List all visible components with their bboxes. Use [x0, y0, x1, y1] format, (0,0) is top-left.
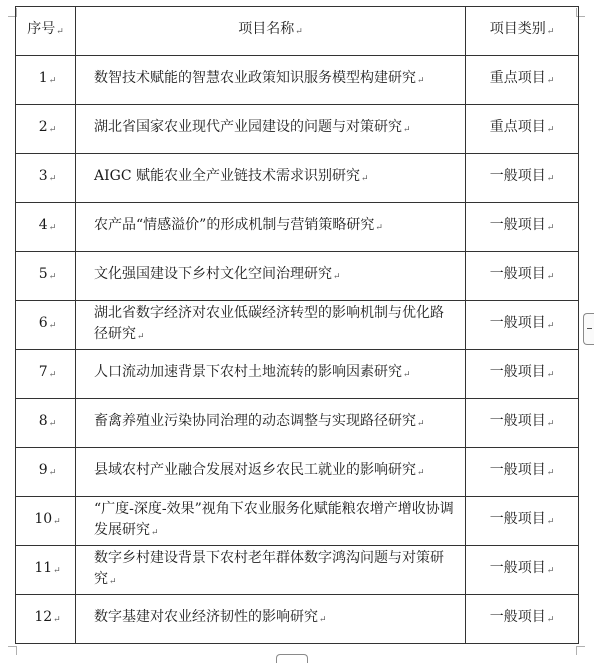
project-name: AIGC 赋能农业全产业链技术需求识别研究	[94, 168, 360, 184]
project-name-cell	[76, 56, 466, 105]
project-name-cell	[76, 350, 466, 399]
row-index-cell	[16, 252, 76, 301]
paragraph-mark: ↵	[546, 615, 555, 625]
project-name-cell	[76, 399, 466, 448]
project-category-cell	[466, 497, 579, 546]
table-row	[16, 350, 579, 399]
project-name: 人口流动加速背景下农村土地流转的影响因素研究	[94, 364, 402, 380]
project-name-cell	[76, 203, 466, 252]
row-index-cell	[16, 203, 76, 252]
project-category-cell	[466, 595, 579, 644]
project-name: 文化强国建设下乡村文化空间治理研究	[94, 266, 332, 282]
table-row	[16, 252, 579, 301]
header-category	[466, 7, 579, 56]
table-row	[16, 105, 579, 154]
project-category-cell	[466, 448, 579, 497]
project-category-cell	[466, 301, 579, 350]
paragraph-mark: ↵	[53, 566, 61, 576]
project-name: 湖北省数字经济对农业低碳经济转型的影响机制与优化路径研究	[94, 304, 444, 342]
paragraph-mark: ↵	[417, 468, 425, 478]
page-corner-mark	[8, 646, 17, 655]
paragraph-mark: ↵	[48, 321, 57, 331]
header-index	[16, 7, 76, 56]
table-row	[16, 301, 579, 350]
table-header-row	[16, 7, 579, 56]
paragraph-mark: ↵	[333, 272, 341, 282]
table-row	[16, 203, 579, 252]
paragraph-mark: ↵	[546, 223, 555, 233]
paragraph-mark: ↵	[48, 419, 57, 429]
project-category: 一般项目	[489, 266, 546, 282]
table-row	[16, 56, 579, 105]
project-name-cell	[76, 105, 466, 154]
paragraph-mark: ↵	[137, 331, 145, 342]
paragraph-mark: ↵	[48, 468, 57, 478]
paragraph-mark: ↵	[53, 615, 61, 625]
row-index: 4	[38, 217, 48, 233]
project-category-cell	[466, 252, 579, 301]
project-name: “广度-深度-效果”视角下农业服务化赋能粮农增产增收协调发展研究	[94, 500, 454, 538]
project-category: 一般项目	[489, 511, 546, 527]
paragraph-mark: ↵	[546, 517, 555, 527]
project-name: 畜禽养殖业污染协同治理的动态调整与实现路径研究	[94, 413, 416, 429]
project-category-cell	[466, 399, 579, 448]
table-row	[16, 595, 579, 644]
paragraph-mark: ↵	[403, 125, 411, 135]
paragraph-mark: ↵	[546, 419, 555, 429]
row-index: 11	[34, 560, 53, 576]
project-table	[15, 6, 579, 644]
paragraph-mark: ↵	[109, 576, 117, 587]
project-category-cell	[466, 203, 579, 252]
paragraph-mark: ↵	[546, 125, 555, 135]
project-name: 农产品“情感溢价”的形成机制与营销策略研究	[94, 217, 375, 233]
page-corner-mark	[576, 646, 585, 655]
project-name-cell	[76, 595, 466, 644]
project-category: 一般项目	[489, 413, 546, 429]
row-index-cell	[16, 546, 76, 595]
header-name	[76, 7, 466, 56]
row-index: 8	[38, 413, 48, 429]
paragraph-mark: ↵	[48, 370, 57, 380]
row-index: 9	[38, 462, 48, 478]
project-name: 数智技术赋能的智慧农业政策知识服务模型构建研究	[94, 70, 416, 86]
project-category: 一般项目	[489, 462, 546, 478]
paragraph-mark: ↵	[56, 27, 64, 37]
paragraph-mark: ↵	[48, 174, 57, 184]
paragraph-mark: ↵	[546, 272, 555, 282]
paragraph-mark: ↵	[417, 76, 425, 86]
paragraph-mark: ↵	[53, 517, 61, 527]
table-resize-handle[interactable]	[583, 313, 594, 345]
paragraph-mark: ↵	[546, 321, 555, 331]
header-category-label: 项目类别	[489, 21, 546, 37]
row-index: 10	[34, 511, 53, 527]
paragraph-mark: ↵	[375, 223, 383, 233]
project-category: 重点项目	[489, 70, 546, 86]
row-index: 6	[38, 315, 48, 331]
paragraph-mark: ↵	[546, 468, 555, 478]
row-index: 3	[38, 168, 48, 184]
project-name: 县域农村产业融合发展对返乡农民工就业的影响研究	[94, 462, 416, 478]
paragraph-mark: ↵	[361, 174, 369, 184]
paragraph-mark: ↵	[403, 370, 411, 380]
row-index-cell	[16, 105, 76, 154]
project-category-cell	[466, 350, 579, 399]
project-name-cell	[76, 252, 466, 301]
row-index-cell	[16, 154, 76, 203]
project-category-cell	[466, 546, 579, 595]
project-category-cell	[466, 105, 579, 154]
paragraph-mark: ↵	[546, 566, 555, 576]
project-category: 一般项目	[489, 364, 546, 380]
paragraph-mark: ↵	[48, 76, 57, 86]
paragraph-mark: ↵	[319, 615, 327, 625]
row-index: 1	[38, 70, 48, 86]
row-index-cell	[16, 399, 76, 448]
paragraph-mark: ↵	[48, 125, 57, 135]
paragraph-mark: ↵	[151, 527, 159, 538]
project-name-cell	[76, 154, 466, 203]
project-name: 数字基建对农业经济韧性的影响研究	[94, 609, 318, 625]
header-name-label: 项目名称	[238, 21, 295, 37]
header-index-label: 序号	[27, 21, 56, 37]
project-name-cell	[76, 301, 466, 350]
project-name: 湖北省国家农业现代产业园建设的问题与对策研究	[94, 119, 402, 135]
paragraph-mark: ↵	[546, 174, 555, 184]
paragraph-mark: ↵	[295, 27, 303, 37]
row-index-cell	[16, 301, 76, 350]
project-category-cell	[466, 56, 579, 105]
table-row	[16, 448, 579, 497]
paragraph-mark: ↵	[48, 223, 57, 233]
project-name-cell	[76, 546, 466, 595]
project-category: 一般项目	[489, 217, 546, 233]
table-row	[16, 497, 579, 546]
project-category: 一般项目	[489, 560, 546, 576]
row-index-cell	[16, 448, 76, 497]
row-index-cell	[16, 350, 76, 399]
row-index: 7	[38, 364, 48, 380]
paragraph-mark: ↵	[417, 419, 425, 429]
project-category-cell	[466, 154, 579, 203]
paragraph-mark: ↵	[48, 272, 57, 282]
paragraph-mark: ↵	[546, 370, 555, 380]
row-index-cell	[16, 595, 76, 644]
project-category: 一般项目	[489, 315, 546, 331]
project-name-cell	[76, 448, 466, 497]
row-index: 2	[38, 119, 48, 135]
project-name-cell	[76, 497, 466, 546]
project-category: 一般项目	[489, 168, 546, 184]
paragraph-mark: ↵	[546, 27, 555, 37]
row-index-cell	[16, 56, 76, 105]
table-row	[16, 546, 579, 595]
row-index-cell	[16, 497, 76, 546]
table-row	[16, 399, 579, 448]
project-category: 重点项目	[489, 119, 546, 135]
row-index: 5	[38, 266, 48, 282]
table-row	[16, 154, 579, 203]
project-category: 一般项目	[489, 609, 546, 625]
project-name: 数字乡村建设背景下农村老年群体数字鸿沟问题与对策研究	[94, 549, 444, 587]
paragraph-mark: ↵	[546, 76, 555, 86]
row-index: 12	[34, 609, 53, 625]
